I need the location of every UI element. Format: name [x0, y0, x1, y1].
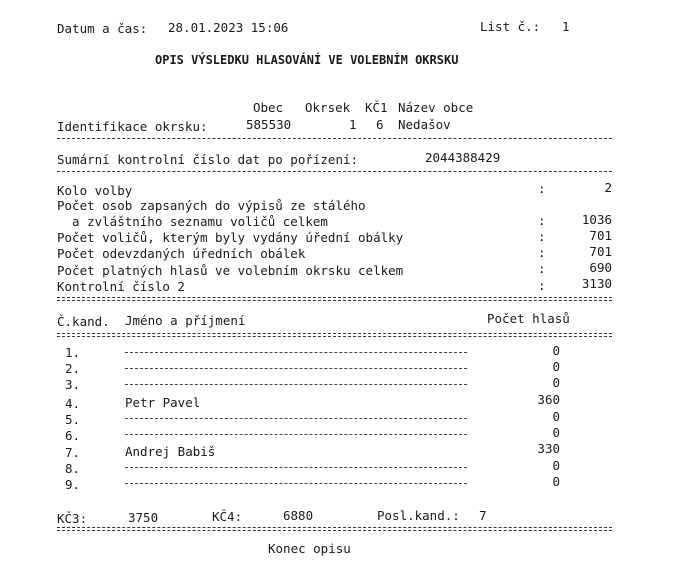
candidate-votes: 330	[537, 441, 560, 456]
candidate-name: Andrej Babiš	[125, 444, 216, 459]
empty-name-line	[125, 483, 467, 484]
candidate-number: 6.	[65, 428, 81, 443]
candidate-number: 3.	[65, 377, 81, 392]
colon: :	[538, 181, 546, 196]
last-candidate-label: Posl.kand.:	[377, 508, 460, 523]
obec-name: Nedašov	[398, 117, 451, 132]
candidate-votes: 0	[552, 375, 560, 390]
colon: :	[538, 213, 546, 228]
empty-name-line	[125, 434, 467, 435]
candidate-votes: 0	[552, 343, 560, 358]
document-title: OPIS VÝSLEDKU HLASOVÁNÍ VE VOLEBNÍM OKRSKU	[155, 53, 459, 67]
colon: :	[538, 245, 546, 260]
summary-value: 3130	[581, 276, 612, 291]
summary-value: 690	[589, 260, 612, 275]
empty-name-line	[125, 368, 467, 369]
candidate-votes: 0	[552, 474, 560, 489]
kc4-value: 6880	[283, 508, 314, 523]
summary-label: Počet osob zapsaných do výpisů ze stálého	[57, 198, 366, 213]
col-okrsek: Okrsek	[305, 100, 351, 115]
summary-value: 701	[589, 228, 612, 243]
summary-label: Počet voličů, kterým byly vydány úřední obálky	[57, 230, 404, 245]
empty-name-line	[125, 467, 467, 468]
summary-label: Kontrolní číslo 2	[57, 279, 185, 294]
separator	[57, 138, 612, 139]
candidate-votes: 360	[537, 392, 560, 407]
sheet-number: 1	[562, 19, 570, 34]
summary-label: Počet odevzdaných úředních obálek	[57, 246, 306, 261]
separator	[57, 297, 612, 298]
separator	[57, 530, 612, 531]
checksum-label: Sumární kontrolní číslo dat po pořízení:	[57, 152, 359, 167]
last-candidate-value: 7	[479, 508, 487, 523]
summary-value: 701	[589, 244, 612, 259]
candidate-name: Petr Pavel	[125, 395, 201, 410]
identification-label: Identifikace okrsku:	[57, 119, 208, 134]
sheet-label: List č.:	[480, 19, 541, 34]
summary-label: Počet platných hlasů ve volebním okrsku celkem	[57, 263, 404, 278]
empty-name-line	[125, 418, 467, 419]
kc1-value: 6	[376, 117, 384, 132]
separator	[57, 171, 612, 172]
col-candidate-number: Č.kand.	[57, 314, 110, 329]
summary-value: 2	[604, 180, 612, 195]
colon: :	[538, 261, 546, 276]
separator	[57, 527, 612, 528]
summary-label: a zvláštního seznamu voličů celkem	[57, 214, 328, 229]
checksum-value: 2044388429	[425, 150, 501, 165]
kc3-label: KČ3:	[57, 511, 88, 526]
candidate-votes: 0	[552, 359, 560, 374]
empty-name-line	[125, 352, 467, 353]
separator	[57, 336, 612, 337]
candidate-number: 2.	[65, 361, 81, 376]
separator	[57, 300, 612, 301]
col-obec: Obec	[253, 100, 284, 115]
candidate-number: 9.	[65, 477, 81, 492]
candidate-number: 1.	[65, 345, 81, 360]
candidate-votes: 0	[552, 425, 560, 440]
colon: :	[538, 278, 546, 293]
candidate-number: 7.	[65, 445, 81, 460]
okrsek-number: 1	[349, 117, 357, 132]
col-candidate-name: Jméno a příjmení	[125, 313, 246, 328]
end-of-document: Konec opisu	[268, 541, 351, 556]
summary-value: 1036	[581, 212, 612, 227]
candidate-number: 5.	[65, 412, 81, 427]
summary-label: Kolo volby	[57, 183, 133, 198]
candidate-number: 4.	[65, 396, 81, 411]
candidate-votes: 0	[552, 458, 560, 473]
kc4-label: KČ4:	[212, 509, 243, 524]
kc3-value: 3750	[128, 510, 159, 525]
empty-name-line	[125, 384, 467, 385]
candidate-number: 8.	[65, 461, 81, 476]
datetime-label: Datum a čas:	[57, 21, 148, 36]
col-votes: Počet hlasů	[487, 311, 570, 326]
col-kc1: KČ1	[365, 100, 388, 115]
datetime-value: 28.01.2023 15:06	[168, 20, 289, 35]
separator	[57, 333, 612, 334]
candidate-votes: 0	[552, 409, 560, 424]
obec-code: 585530	[246, 117, 292, 132]
colon: :	[538, 229, 546, 244]
col-nazev: Název obce	[398, 100, 474, 115]
